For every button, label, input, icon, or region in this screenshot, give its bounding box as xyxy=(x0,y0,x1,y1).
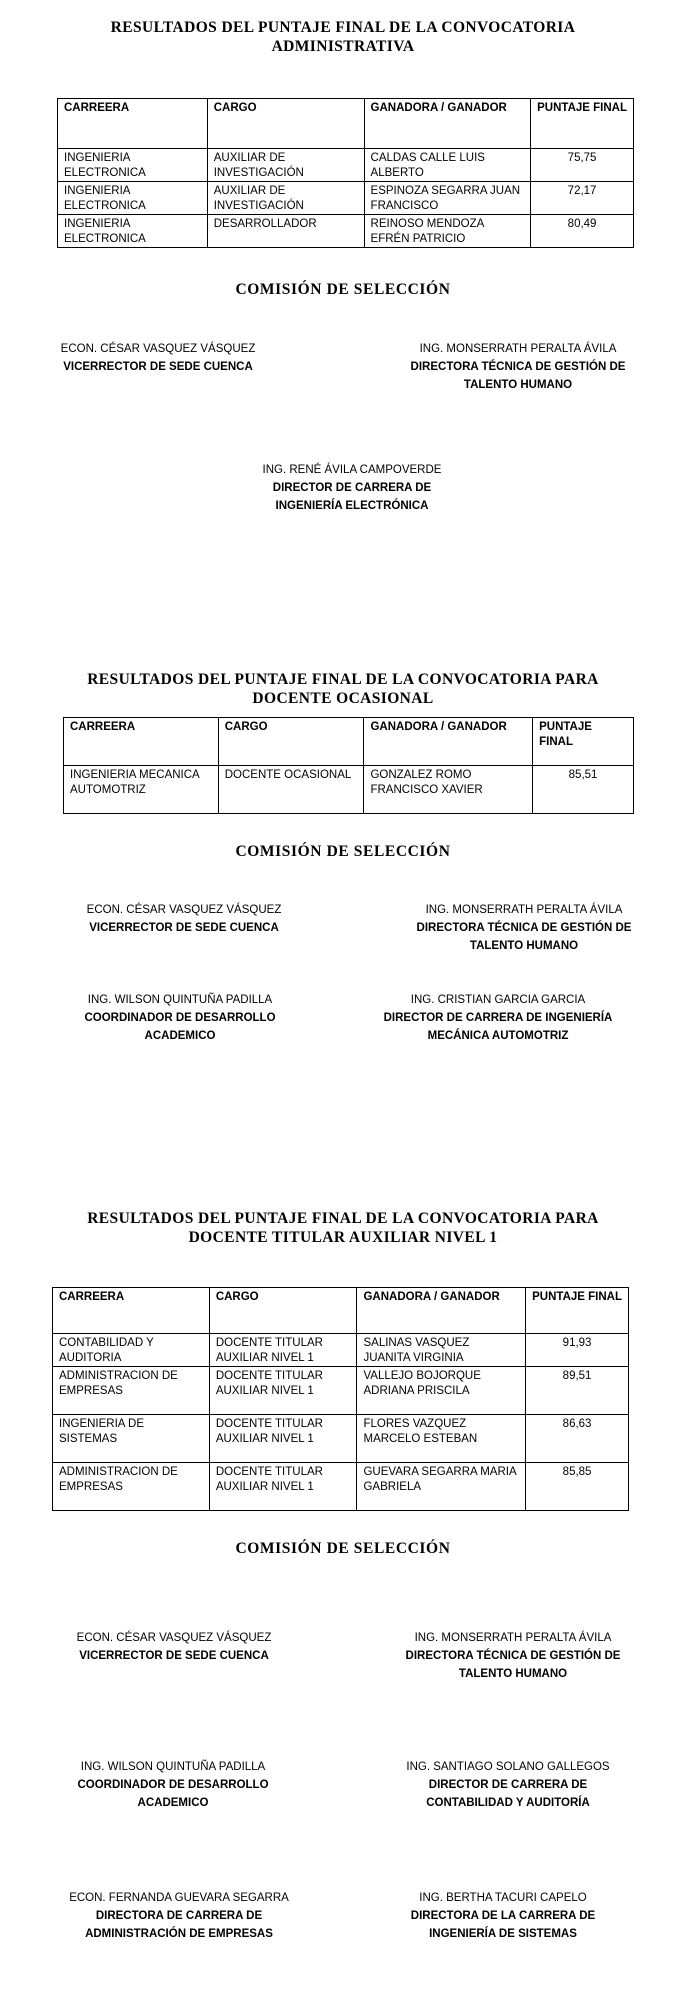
section-title-line2: ADMINISTRATIVA xyxy=(271,38,415,55)
signatory-name: ING. MONSERRATH PERALTA ÁVILA xyxy=(419,343,617,355)
cell-ganador: ESPINOZA SEGARRA JUAN FRANCISCO xyxy=(364,182,531,215)
signatory-title: VICERRECTOR DE SEDE CUENCA xyxy=(79,1650,269,1662)
signature-block xyxy=(48,340,268,376)
signatory-title: DIRECTOR DE CARRERA DE CONTABILIDAD Y AUDITORÍA xyxy=(426,1779,590,1809)
cell-puntaje: 89,51 xyxy=(526,1367,629,1415)
results-table-administrativa xyxy=(57,98,634,248)
cell-puntaje: 85,51 xyxy=(533,766,634,814)
section-title-line2: DOCENTE TITULAR AUXILIAR NIVEL 1 xyxy=(188,1229,498,1246)
cell-carrera: INGENIERIA MECANICA AUTOMOTRIZ xyxy=(64,766,219,814)
comision-heading: COMISIÓN DE SELECCIÓN xyxy=(235,1540,451,1557)
signatory-title: DIRECTORA TÉCNICA DE GESTIÓN DE TALENTO HUMANO xyxy=(405,1650,621,1680)
table-row xyxy=(58,182,634,215)
header-puntaje: PUNTAJE FINAL xyxy=(526,1288,629,1334)
comision-heading: COMISIÓN DE SELECCIÓN xyxy=(235,843,451,860)
signature-block xyxy=(404,901,644,955)
section-title-line1: RESULTADOS DEL PUNTAJE FINAL DE LA CONVOCATORIA xyxy=(110,19,576,36)
signature-block xyxy=(393,1758,623,1812)
cell-carrera: ADMINISTRACION DE EMPRESAS xyxy=(53,1463,210,1511)
table-row xyxy=(64,766,634,814)
header-ganador: GANADORA / GANADOR xyxy=(364,718,533,766)
header-carrera: CARREERA xyxy=(64,718,219,766)
cell-puntaje: 85,85 xyxy=(526,1463,629,1511)
section-title-line2: DOCENTE OCASIONAL xyxy=(252,690,434,707)
signatory-name: ECON. FERNANDA GUEVARA SEGARRA xyxy=(69,1892,289,1904)
cell-ganador: SALINAS VASQUEZ JUANITA VIRGINIA xyxy=(357,1334,526,1367)
header-carrera: CARREERA xyxy=(53,1288,210,1334)
signature-block xyxy=(64,1629,284,1665)
signatory-name: ECON. CÉSAR VASQUEZ VÁSQUEZ xyxy=(60,343,256,355)
section-title-line1: RESULTADOS DEL PUNTAJE FINAL DE LA CONVOCATORIA PARA xyxy=(87,1210,599,1227)
signatory-title: DIRECTORA DE CARRERA DE ADMINISTRACIÓN DE EMPRESAS xyxy=(85,1910,273,1940)
cell-carrera: ADMINISTRACION DE EMPRESAS xyxy=(53,1367,210,1415)
signatory-name: ING. MONSERRATH PERALTA ÁVILA xyxy=(414,1632,612,1644)
signature-block xyxy=(403,1889,603,1943)
table-header-row xyxy=(53,1288,629,1334)
signatory-name: ING. MONSERRATH PERALTA ÁVILA xyxy=(425,904,623,916)
signatory-name: ING. WILSON QUINTUÑA PADILLA xyxy=(87,994,273,1006)
cell-ganador: FLORES VAZQUEZ MARCELO ESTEBAN xyxy=(357,1415,526,1463)
cell-ganador: GUEVARA SEGARRA MARIA GABRIELA xyxy=(357,1463,526,1511)
header-puntaje: PUNTAJE FINAL xyxy=(531,99,634,149)
signature-block xyxy=(262,461,442,515)
cell-ganador: GONZALEZ ROMO FRANCISCO XAVIER xyxy=(364,766,533,814)
signatory-title: DIRECTORA TÉCNICA DE GESTIÓN DE TALENTO HUMANO xyxy=(416,922,632,952)
cell-carrera: INGENIERIA ELECTRONICA xyxy=(58,182,208,215)
signatory-title: COORDINADOR DE DESARROLLO ACADEMICO xyxy=(84,1012,276,1042)
section-title-administrativa xyxy=(0,18,686,56)
cell-puntaje: 86,63 xyxy=(526,1415,629,1463)
signatory-name: ING. SANTIAGO SOLANO GALLEGOS xyxy=(406,1761,610,1773)
signature-block xyxy=(393,1629,633,1683)
table-row xyxy=(53,1463,629,1511)
signatory-name: ING. RENÉ ÁVILA CAMPOVERDE xyxy=(262,464,442,476)
results-table-docente-titular xyxy=(52,1287,629,1511)
table-header-row xyxy=(64,718,634,766)
signatory-name: ING. BERTHA TACURI CAPELO xyxy=(419,1892,587,1904)
header-cargo: CARGO xyxy=(209,1288,357,1334)
signatory-name: ING. CRISTIAN GARCIA GARCIA xyxy=(410,994,586,1006)
signature-block xyxy=(398,340,638,394)
cell-puntaje: 72,17 xyxy=(531,182,634,215)
table-header-row xyxy=(58,99,634,149)
cell-puntaje: 80,49 xyxy=(531,215,634,248)
cell-ganador: CALDAS CALLE LUIS ALBERTO xyxy=(364,149,531,182)
cell-carrera: INGENIERIA ELECTRONICA xyxy=(58,149,208,182)
header-puntaje: PUNTAJE FINAL xyxy=(533,718,634,766)
signatory-title: COORDINADOR DE DESARROLLO ACADEMICO xyxy=(77,1779,269,1809)
cell-cargo: DOCENTE TITULAR AUXILIAR NIVEL 1 xyxy=(209,1415,357,1463)
cell-ganador: VALLEJO BOJORQUE ADRIANA PRISCILA xyxy=(357,1367,526,1415)
header-ganador: GANADORA / GANADOR xyxy=(364,99,531,149)
cell-puntaje: 91,93 xyxy=(526,1334,629,1367)
results-table-docente-ocasional xyxy=(63,717,634,814)
signatory-title: DIRECTORA TÉCNICA DE GESTIÓN DE TALENTO HUMANO xyxy=(410,361,626,391)
comision-heading: COMISIÓN DE SELECCIÓN xyxy=(235,281,451,298)
cell-cargo: DOCENTE TITULAR AUXILIAR NIVEL 1 xyxy=(209,1463,357,1511)
signature-block xyxy=(64,1889,294,1943)
header-cargo: CARGO xyxy=(207,99,364,149)
signatory-title: DIRECTOR DE CARRERA DE INGENIERÍA MECÁNICA AUTOMOTRIZ xyxy=(383,1012,613,1042)
table-row xyxy=(53,1415,629,1463)
section-title-docente-ocasional xyxy=(0,670,686,708)
table-row xyxy=(58,215,634,248)
signature-block xyxy=(74,901,294,937)
signatory-title: VICERRECTOR DE SEDE CUENCA xyxy=(63,361,253,373)
cell-cargo: AUXILIAR DE INVESTIGACIÓN xyxy=(207,182,364,215)
cell-cargo: DOCENTE TITULAR AUXILIAR NIVEL 1 xyxy=(209,1334,357,1367)
table-row xyxy=(53,1367,629,1415)
header-cargo: CARGO xyxy=(218,718,364,766)
cell-carrera: CONTABILIDAD Y AUDITORIA xyxy=(53,1334,210,1367)
signatory-title: VICERRECTOR DE SEDE CUENCA xyxy=(89,922,279,934)
cell-puntaje: 75,75 xyxy=(531,149,634,182)
header-ganador: GANADORA / GANADOR xyxy=(357,1288,526,1334)
signatory-name: ING. WILSON QUINTUÑA PADILLA xyxy=(80,1761,266,1773)
cell-cargo: AUXILIAR DE INVESTIGACIÓN xyxy=(207,149,364,182)
cell-cargo: DOCENTE TITULAR AUXILIAR NIVEL 1 xyxy=(209,1367,357,1415)
cell-cargo: DESARROLLADOR xyxy=(207,215,364,248)
section-title-line1: RESULTADOS DEL PUNTAJE FINAL DE LA CONVOCATORIA PARA xyxy=(87,671,599,688)
signatory-name: ECON. CÉSAR VASQUEZ VÁSQUEZ xyxy=(76,1632,272,1644)
signature-block xyxy=(373,991,623,1045)
section-title-docente-titular xyxy=(0,1209,686,1247)
table-row xyxy=(58,149,634,182)
signatory-name: ECON. CÉSAR VASQUEZ VÁSQUEZ xyxy=(86,904,282,916)
cell-cargo: DOCENTE OCASIONAL xyxy=(218,766,364,814)
cell-ganador: REINOSO MENDOZA EFRÉN PATRICIO xyxy=(364,215,531,248)
signature-block xyxy=(68,1758,278,1812)
signature-block xyxy=(75,991,285,1045)
signatory-title: DIRECTOR DE CARRERA DE INGENIERÍA ELECTRÓNICA xyxy=(272,482,432,512)
cell-carrera: INGENIERIA ELECTRONICA xyxy=(58,215,208,248)
table-row xyxy=(53,1334,629,1367)
cell-carrera: INGENIERIA DE SISTEMAS xyxy=(53,1415,210,1463)
header-carrera: CARREERA xyxy=(58,99,208,149)
signatory-title: DIRECTORA DE LA CARRERA DE INGENIERÍA DE SISTEMAS xyxy=(410,1910,596,1940)
